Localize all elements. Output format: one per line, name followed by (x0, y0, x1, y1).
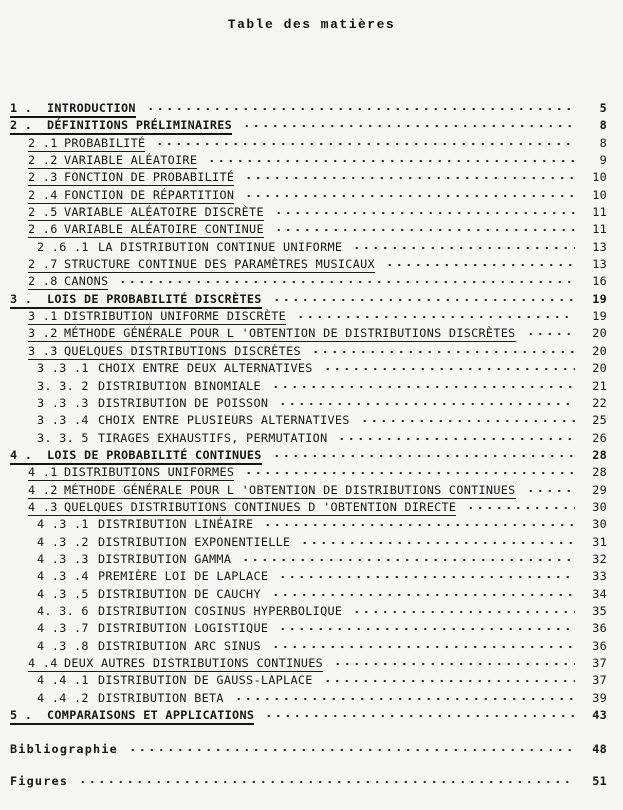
entry-heading (37, 396, 268, 410)
entry-heading (37, 587, 261, 601)
entry-number: 2 .7 (28, 257, 58, 272)
dot-leader (350, 243, 575, 251)
toc-entry (10, 673, 607, 690)
entry-heading (37, 691, 224, 705)
entry-heading (28, 483, 516, 499)
toc-entry (10, 118, 607, 135)
toc-entry (10, 344, 607, 361)
dot-leader (126, 745, 575, 753)
entry-number: 4. 3. 6 (37, 603, 89, 618)
toc-entry (10, 708, 607, 725)
entry-number: 2 .1 (28, 135, 58, 150)
dot-leader (272, 208, 575, 216)
toc-entry (10, 621, 607, 638)
entry-number: 2 . (10, 118, 33, 133)
toc-entry (10, 535, 607, 552)
entry-number: 3 .1 (28, 309, 58, 324)
entry-page: 36 (592, 638, 607, 653)
dot-leader (272, 225, 575, 233)
toc-entry (10, 500, 607, 517)
entry-heading (28, 465, 234, 481)
toc-entry (10, 569, 607, 586)
toc-entry (10, 639, 607, 656)
entry-page: 19 (592, 291, 607, 306)
entry-number: 4 .1 (28, 465, 58, 480)
dot-leader (358, 416, 575, 424)
entry-title: VARIABLE ALÉATOIRE CONTINUE (64, 222, 264, 237)
entry-page: 35 (592, 603, 607, 618)
entry-page: 33 (592, 569, 607, 584)
entry-title: FONCTION DE RÉPARTITION (64, 187, 235, 202)
entry-heading (37, 552, 231, 566)
entry-title: Bibliographie (10, 742, 118, 757)
entry-heading (37, 379, 261, 393)
entry-title: CHOIX ENTRE DEUX ALTERNATIVES (98, 361, 313, 376)
dot-leader (269, 590, 575, 598)
entry-page: 28 (592, 465, 607, 480)
entry-heading (28, 326, 516, 342)
toc-entry (10, 517, 607, 534)
entry-page: 29 (592, 482, 607, 497)
toc-entry (10, 101, 607, 118)
entry-title: DISTRIBUTION LINÉAIRE (98, 517, 254, 532)
toc-entry (10, 188, 607, 205)
entry-page: 28 (592, 447, 607, 462)
entry-number: 4 .3 .1 (37, 517, 89, 532)
dot-leader (321, 364, 575, 372)
dot-leader (76, 777, 575, 785)
toc-entry (10, 361, 607, 378)
entry-number: 3. 3. 2 (37, 378, 89, 393)
entry-page: 20 (592, 343, 607, 358)
entry-page: 34 (592, 586, 607, 601)
entry-page: 32 (592, 551, 607, 566)
dot-leader (464, 503, 575, 511)
entry-title: LOIS DE PROBABILITÉ CONTINUES (47, 447, 262, 462)
entry-title: DISTRIBUTION ARC SINUS (98, 638, 261, 653)
toc-entry (10, 136, 607, 153)
entry-page: 19 (592, 309, 607, 324)
entry-page: 11 (592, 222, 607, 237)
entry-number: 3 .3 .4 (37, 413, 89, 428)
entry-title: LOIS DE PROBABILITÉ DISCRÈTES (47, 291, 262, 306)
entry-page: 25 (592, 413, 607, 428)
entry-title: DISTRIBUTIONS UNIFORMES (64, 465, 235, 480)
dot-leader (270, 295, 575, 303)
entry-page: 10 (592, 187, 607, 202)
dot-leader (261, 520, 575, 528)
entry-number: 4 .3 .7 (37, 621, 89, 636)
entry-title: CANONS (64, 274, 109, 289)
entry-title: VARIABLE ALÉATOIRE (64, 153, 198, 168)
entry-heading (37, 517, 253, 531)
dot-leader (276, 572, 575, 580)
entry-page: 13 (592, 257, 607, 272)
entry-page: 30 (592, 499, 607, 514)
dot-leader (294, 312, 575, 320)
entry-page: 8 (599, 118, 607, 133)
entry-number: 3 .2 (28, 326, 58, 341)
toc-entry (10, 604, 607, 621)
toc-entry (10, 274, 607, 291)
entry-title: DISTRIBUTION GAMMA (98, 551, 232, 566)
dot-leader (242, 191, 575, 199)
entry-title: DISTRIBUTION BINOMIALE (98, 378, 261, 393)
entry-title: FONCTION DE PROBABILITÉ (64, 170, 235, 185)
toc-entry (10, 240, 607, 257)
entry-page: 48 (592, 742, 607, 757)
entry-number: 2 .4 (28, 187, 58, 202)
toc-entry (10, 413, 607, 430)
entry-number: 4 .4 .1 (37, 673, 89, 688)
entry-title: DISTRIBUTION EXPONENTIELLE (98, 534, 291, 549)
table-of-contents (0, 101, 623, 791)
entry-number: 4 . (10, 447, 33, 462)
entry-page: 26 (592, 430, 607, 445)
dot-leader (331, 659, 575, 667)
dot-leader (276, 624, 575, 632)
toc-entry (10, 309, 607, 326)
entry-title: PREMIÈRE LOI DE LAPLACE (98, 569, 269, 584)
dot-leader (239, 555, 575, 563)
entry-heading (28, 153, 197, 169)
entry-page: 37 (592, 673, 607, 688)
toc-entry (10, 222, 607, 239)
entry-heading (28, 309, 286, 325)
toc-entry (10, 379, 607, 396)
entry-number: 4 .4 (28, 656, 58, 670)
dot-leader (262, 711, 575, 719)
entry-number: 4 .3 .8 (37, 638, 89, 653)
toc-entry (10, 448, 607, 465)
entry-number: 3 .3 .1 (37, 361, 89, 376)
entry-heading (37, 535, 290, 549)
entry-page: 13 (592, 239, 607, 254)
entry-title: DISTRIBUTION DE POISSON (98, 395, 269, 410)
entry-number: 2 .5 (28, 205, 58, 220)
entry-title: STRUCTURE CONTINUE DES PARAMÈTRES MUSICAUX (64, 257, 375, 272)
entry-page: 20 (592, 326, 607, 341)
entry-heading (37, 604, 342, 618)
entry-number: 3. 3. 5 (37, 430, 89, 445)
entry-title: DISTRIBUTION DE GAUSS-LAPLACE (98, 673, 313, 688)
entry-title: DÉFINITIONS PRÉLIMINAIRES (47, 118, 233, 133)
dot-leader (144, 104, 575, 112)
entry-page: 39 (592, 690, 607, 705)
entry-heading (37, 413, 350, 427)
entry-page: 36 (592, 621, 607, 636)
entry-title: MÉTHODE GÉNÉRALE POUR L 'OBTENTION DE DISTRIBUTIONS DISCRÈTES (64, 326, 516, 341)
entry-page: 30 (592, 517, 607, 532)
page-title: Table des matières (227, 17, 396, 32)
entry-title: DISTRIBUTION LOGISTIQUE (98, 621, 269, 636)
toc-entry (10, 396, 607, 413)
toc-entry (10, 257, 607, 274)
entry-heading (28, 205, 264, 221)
entry-title: TIRAGES EXHAUSTIFS, PERMUTATION (98, 430, 328, 445)
entry-number: 3 .3 .3 (37, 395, 89, 410)
entry-heading (37, 361, 313, 375)
entry-number: 2 .3 (28, 170, 58, 185)
toc-entry-bibliography (10, 742, 607, 759)
entry-heading (37, 673, 313, 687)
entry-heading (10, 101, 136, 118)
dot-leader (205, 156, 575, 164)
dot-leader (270, 451, 575, 459)
entry-page: 5 (599, 101, 607, 115)
dot-leader (321, 676, 575, 684)
entry-number: 5 . (10, 708, 33, 723)
entry-number: 2 .6 .1 (37, 239, 89, 254)
entry-number: 4 .3 (28, 499, 58, 514)
toc-entry (10, 656, 607, 673)
toc-entry (10, 431, 607, 448)
entry-page: 51 (592, 773, 607, 788)
dot-leader (309, 347, 575, 355)
toc-entry (10, 326, 607, 343)
entry-title: QUELQUES DISTRIBUTIONS DISCRÈTES (64, 343, 301, 358)
entry-title: INTRODUCTION (47, 101, 136, 115)
entry-heading (28, 222, 264, 238)
dot-leader (383, 260, 575, 268)
entry-title: LA DISTRIBUTION CONTINUE UNIFORME (98, 239, 343, 254)
dot-leader (232, 694, 575, 702)
entry-page: 16 (592, 274, 607, 289)
dot-leader (242, 173, 575, 181)
entry-title: PROBABILITÉ (64, 135, 146, 150)
entry-number: 4 .3 .4 (37, 569, 89, 584)
toc-entry (10, 483, 607, 500)
entry-heading (10, 118, 232, 135)
entry-title: DISTRIBUTION DE CAUCHY (98, 586, 261, 601)
toc-entry (10, 205, 607, 222)
toc-entry-figures (10, 774, 607, 791)
toc-entry (10, 153, 607, 170)
entry-heading (37, 569, 268, 583)
entry-heading (28, 656, 323, 672)
entry-title: QUELQUES DISTRIBUTIONS CONTINUES D 'OBTENTION DIRECTE (64, 499, 457, 514)
entry-page: 22 (592, 395, 607, 410)
entry-page: 8 (599, 135, 607, 150)
entry-heading (37, 621, 268, 635)
entry-number: 4 .3 .3 (37, 551, 89, 566)
entry-number: 2 .6 (28, 222, 58, 237)
entry-page: 21 (592, 378, 607, 393)
dot-leader (240, 121, 575, 129)
toc-entry (10, 170, 607, 187)
entry-heading (28, 170, 234, 186)
entry-page: 9 (599, 153, 607, 168)
dot-leader (269, 382, 575, 390)
entry-page: 43 (592, 708, 607, 723)
dot-leader (269, 642, 575, 650)
dot-leader (242, 468, 575, 476)
entry-number: 4 .2 (28, 482, 58, 497)
entry-title: VARIABLE ALÉATOIRE DISCRÈTE (64, 205, 264, 220)
dot-leader (524, 486, 575, 494)
entry-heading (10, 708, 254, 725)
dot-leader (335, 434, 575, 442)
entry-heading (37, 240, 342, 254)
entry-title: COMPARAISONS ET APPLICATIONS (47, 708, 255, 723)
entry-page: 37 (592, 656, 607, 670)
entry-number: 2 .2 (28, 153, 58, 168)
entry-heading (28, 257, 375, 273)
entry-page: 10 (592, 170, 607, 185)
entry-number: 4 .3 .2 (37, 534, 89, 549)
toc-entry (10, 552, 607, 569)
dot-leader (116, 277, 575, 285)
entry-number: 3 .3 (28, 343, 58, 358)
toc-entry (10, 587, 607, 604)
entry-title: DISTRIBUTION BETA (98, 690, 224, 705)
entry-number: 4 .3 .5 (37, 586, 89, 601)
entry-title: CHOIX ENTRE PLUSIEURS ALTERNATIVES (98, 413, 350, 428)
entry-number: 2 .8 (28, 274, 58, 289)
entry-number: 4 .4 .2 (37, 690, 89, 705)
entry-heading (28, 344, 301, 360)
entry-heading (10, 448, 262, 465)
entry-title: Figures (10, 773, 69, 788)
dot-leader (298, 538, 575, 546)
entry-page: 20 (592, 361, 607, 376)
toc-entry (10, 691, 607, 708)
entry-title: MÉTHODE GÉNÉRALE POUR L 'OBTENTION DE DISTRIBUTIONS CONTINUES (64, 482, 516, 497)
dot-leader (350, 607, 575, 615)
entry-heading (37, 431, 327, 445)
dot-leader (153, 139, 575, 147)
entry-heading (28, 274, 108, 290)
entry-heading (28, 500, 456, 516)
toc-entry (10, 465, 607, 482)
toc-entry (10, 292, 607, 309)
entry-page: 11 (592, 205, 607, 220)
entry-heading (28, 136, 145, 152)
entry-number: 1 . (10, 101, 33, 115)
entry-heading (10, 292, 262, 309)
entry-title: DEUX AUTRES DISTRIBUTIONS CONTINUES (64, 656, 324, 670)
entry-heading (28, 188, 234, 204)
entry-heading (37, 639, 261, 653)
dot-leader (276, 399, 575, 407)
entry-title: DISTRIBUTION COSINUS HYPERBOLIQUE (98, 603, 343, 618)
entry-title: DISTRIBUTION UNIFORME DISCRÈTE (64, 309, 287, 324)
dot-leader (524, 329, 575, 337)
entry-page: 31 (592, 534, 607, 549)
entry-number: 3 . (10, 291, 33, 306)
